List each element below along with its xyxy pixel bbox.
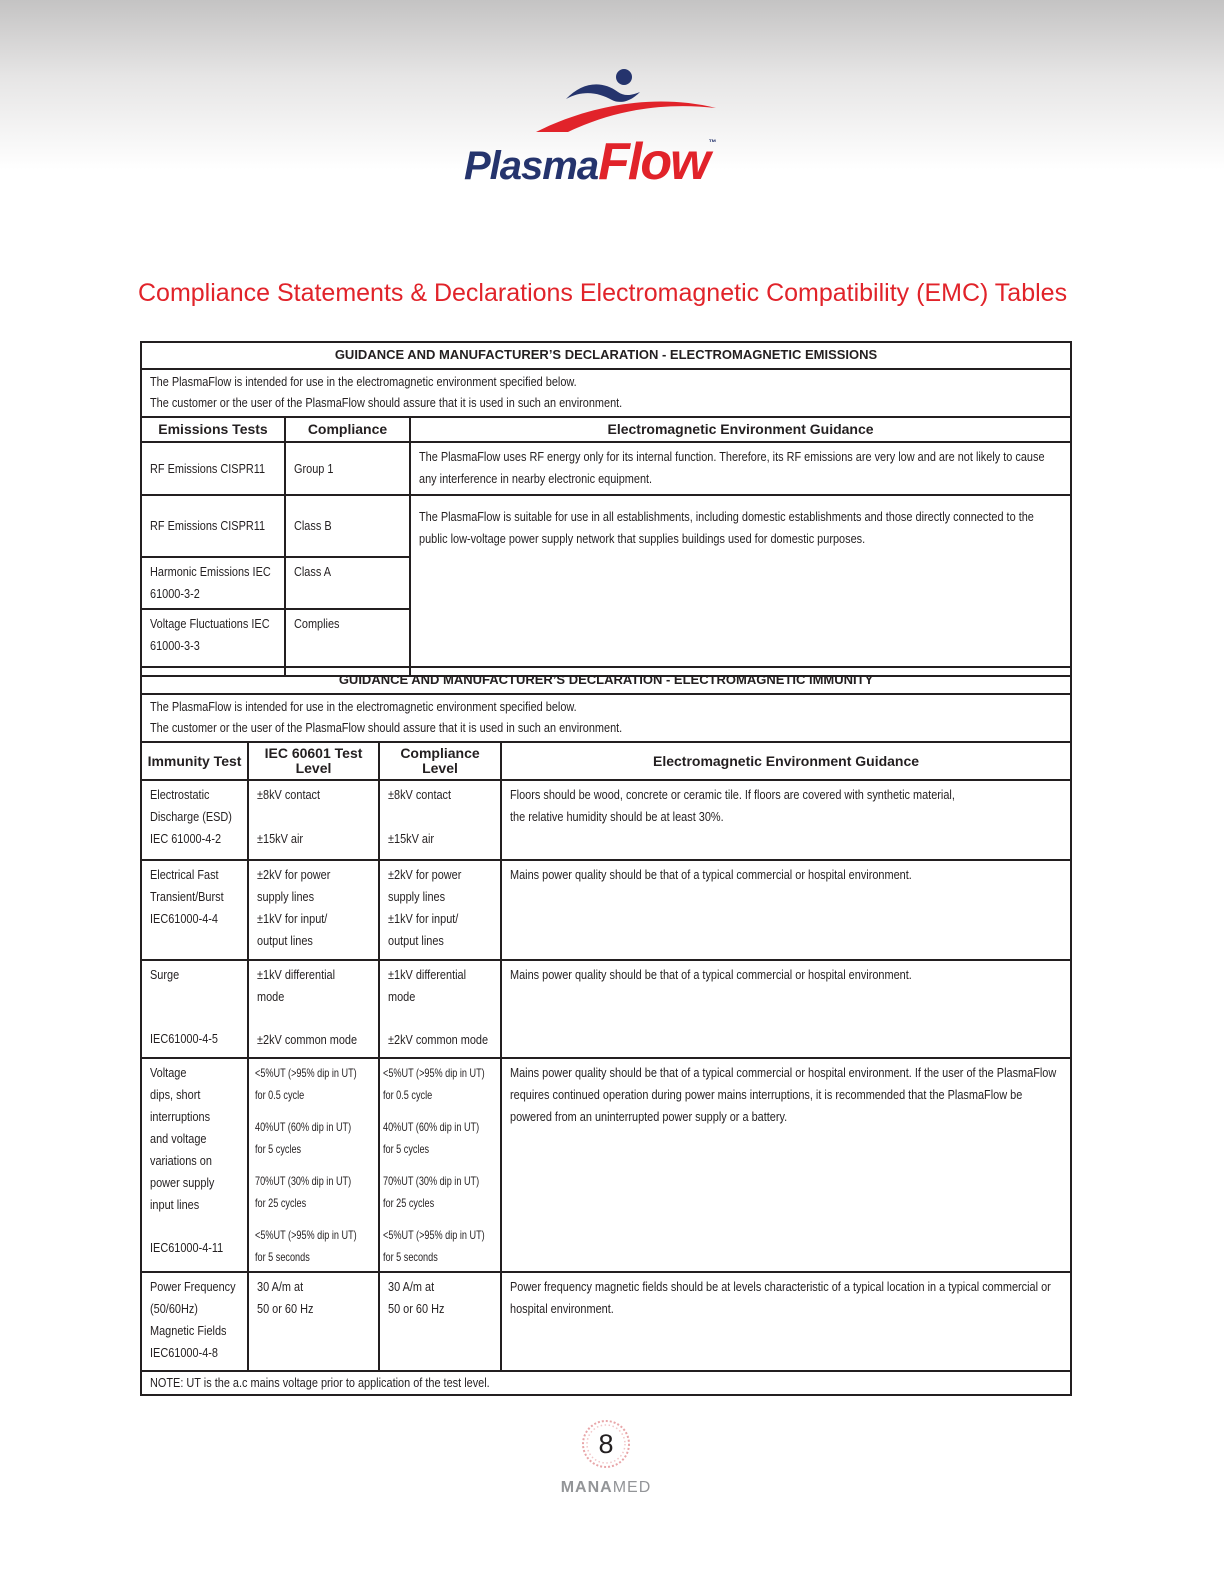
cell-line: 50 or 60 Hz <box>257 1301 314 1316</box>
cell-line: <5%UT (>95% dip in UT) <box>383 1228 485 1242</box>
table-row <box>141 1058 1071 1272</box>
cell-line: <5%UT (>95% dip in UT) <box>255 1228 357 1242</box>
table-row <box>141 442 1071 495</box>
page-number-badge <box>580 1418 632 1470</box>
cell-line: Floors should be wood, concrete or ceramic tile. If floors are covered with synthetic material, <box>510 787 955 802</box>
emissions-test-cell: Voltage Fluctuations IEC 61000-3-3 <box>150 616 270 653</box>
cell-line: output lines <box>257 933 313 948</box>
esd-test-cell <box>141 780 248 860</box>
esd-guidance-cell <box>501 780 1071 860</box>
cell-line: mode <box>257 989 285 1004</box>
emissions-intro-line1: The PlasmaFlow is intended for use in the electromagnetic environment specified below. <box>150 374 577 389</box>
cell-line: ±1kV differential <box>257 967 336 982</box>
emissions-col-test: Emissions Tests <box>141 417 285 442</box>
cell-line: interruptions <box>150 1109 211 1124</box>
esd-compliance-cell <box>379 780 501 860</box>
cell-line: 70%UT (30% dip in UT) <box>255 1174 352 1188</box>
eft-compliance-cell <box>379 860 501 960</box>
cell-line: Discharge (ESD) <box>150 809 232 824</box>
table-row <box>141 495 1071 557</box>
cell-line: for 5 cycles <box>383 1142 430 1156</box>
emissions-compliance-cell: Class B <box>294 518 332 533</box>
cell-line: ±1kV for input/ <box>388 911 459 926</box>
cell-line: 30 A/m at <box>257 1279 304 1294</box>
emissions-test-cell: RF Emissions CISPR11 <box>150 518 266 533</box>
manamed-brand <box>520 1479 692 1497</box>
eft-test-cell <box>141 860 248 960</box>
cell-line: ±15kV air <box>388 831 435 846</box>
emissions-compliance-cell: Complies <box>294 616 340 631</box>
immunity-intro-line2: The customer or the user of the PlasmaFlow should assure that it is used in such an environment. <box>150 720 623 735</box>
emissions-col-guidance: Electromagnetic Environment Guidance <box>410 417 1071 442</box>
pf-guidance-cell <box>501 1272 1071 1371</box>
table-row <box>141 1272 1071 1371</box>
emissions-compliance-cell: Group 1 <box>294 460 334 476</box>
cell-line: IEC61000-4-11 <box>150 1240 224 1255</box>
cell-line: Electrostatic <box>150 787 210 802</box>
dips-level-cell <box>248 1058 379 1272</box>
surge-test-cell <box>141 960 248 1058</box>
cell-line: mode <box>388 989 416 1004</box>
immunity-col-compliance: Compliance Level <box>379 742 501 780</box>
surge-compliance-cell <box>379 960 501 1058</box>
cell-line: output lines <box>388 933 444 948</box>
cell-line: Magnetic Fields <box>150 1323 227 1338</box>
surge-level-cell <box>248 960 379 1058</box>
pf-compliance-cell <box>379 1272 501 1371</box>
cell-line: supply lines <box>388 889 446 904</box>
cell-line: Mains power quality should be that of a typical commercial or hospital environment. <box>510 867 912 882</box>
surge-guidance-cell <box>501 960 1071 1058</box>
cell-line: Voltage <box>150 1065 187 1080</box>
immunity-col-level: IEC 60601 Test Level <box>248 742 379 780</box>
cell-line: IEC61000-4-4 <box>150 911 219 926</box>
cell-line: the relative humidity should be at least 30%. <box>510 809 724 824</box>
cell-line: ±1kV differential <box>388 967 467 982</box>
dips-guidance-cell <box>501 1058 1071 1272</box>
cell-line: input lines <box>150 1197 200 1212</box>
table-row <box>141 780 1071 860</box>
immunity-col-test: Immunity Test <box>141 742 248 780</box>
table-row <box>141 860 1071 960</box>
logo-plasma-text: Plasma <box>464 144 599 188</box>
cell-line: 40%UT (60% dip in UT) <box>255 1120 352 1134</box>
cell-line: Surge <box>150 967 180 982</box>
cell-line: <5%UT (>95% dip in UT) <box>383 1066 485 1080</box>
emissions-test-cell: RF Emissions CISPR11 <box>150 460 266 476</box>
trademark-symbol: ™ <box>708 138 716 147</box>
cell-line: for 5 seconds <box>383 1250 438 1264</box>
emissions-intro <box>141 369 1071 417</box>
cell-line: ±8kV contact <box>388 787 452 802</box>
emissions-guidance-cell: The PlasmaFlow uses RF energy only for its internal function. Therefore, its RF emissions are very low and are not likely to cause any interference in nearby electronic equipment. <box>419 449 1045 486</box>
cell-line: IEC61000-4-8 <box>150 1345 219 1360</box>
immunity-intro <box>141 694 1071 742</box>
page-title: Compliance Statements & Declarations Electromagnetic Compatibility (EMC) Tables <box>138 279 1068 307</box>
cell-line: <5%UT (>95% dip in UT) <box>255 1066 357 1080</box>
cell-line: ±8kV contact <box>257 787 321 802</box>
cell-line: and voltage <box>150 1131 207 1146</box>
cell-line: ±2kV for power <box>388 867 462 882</box>
cell-line: ±2kV for power <box>257 867 331 882</box>
cell-line: for 25 cycles <box>383 1196 435 1210</box>
table-row <box>141 960 1071 1058</box>
cell-line: power supply <box>150 1175 215 1190</box>
cell-line: for 5 seconds <box>255 1250 310 1264</box>
brand-bold: MANA <box>560 1479 613 1496</box>
dips-compliance-cell <box>379 1058 501 1272</box>
logo-flow-text: Flow <box>598 133 709 191</box>
cell-line: ±1kV for input/ <box>257 911 328 926</box>
cell-line: dips, short <box>150 1087 201 1102</box>
logo-wordmark <box>464 132 716 192</box>
cell-line: 40%UT (60% dip in UT) <box>383 1120 480 1134</box>
immunity-note: NOTE: UT is the a.c mains voltage prior to application of the test level. <box>150 1375 490 1390</box>
cell-line: IEC61000-4-5 <box>150 1031 219 1046</box>
cell-line: Power Frequency <box>150 1279 236 1294</box>
cell-line: 50 or 60 Hz <box>388 1301 445 1316</box>
cell-line: 70%UT (30% dip in UT) <box>383 1174 480 1188</box>
cell-line: IEC 61000-4-2 <box>150 831 222 846</box>
brand-light: MED <box>612 1479 652 1496</box>
cell-line: Mains power quality should be that of a typical commercial or hospital environment. <box>510 967 912 982</box>
cell-line: ±2kV common mode <box>257 1032 358 1047</box>
dips-test-cell <box>141 1058 248 1272</box>
eft-level-cell <box>248 860 379 960</box>
cell-line: for 25 cycles <box>255 1196 307 1210</box>
cell-line: variations on <box>150 1153 212 1168</box>
cell-line: Power frequency magnetic fields should be at levels characteristic of a typical location in a typical commercial or hospital environment. <box>510 1279 1051 1316</box>
immunity-heading: GUIDANCE AND MANUFACTURER’S DECLARATION - ELECTROMAGNETIC IMMUNITY <box>141 667 1071 694</box>
cell-line: ±2kV common mode <box>388 1032 489 1047</box>
emissions-table <box>140 341 1072 677</box>
immunity-intro-line1: The PlasmaFlow is intended for use in the electromagnetic environment specified below. <box>150 699 577 714</box>
cell-line: for 5 cycles <box>255 1142 302 1156</box>
cell-line: 30 A/m at <box>388 1279 435 1294</box>
cell-line: Mains power quality should be that of a typical commercial or hospital environment. If the user of the PlasmaFlow requires continued operation during power mains interruptions, it is recommended that the PlasmaFlow be powered from an uninterrupted power supply or a battery. <box>510 1065 1057 1124</box>
cell-line: for 0.5 cycle <box>383 1088 433 1102</box>
cell-line: Transient/Burst <box>150 889 224 904</box>
plasmaflow-logo <box>464 62 768 191</box>
emissions-compliance-cell: Class A <box>294 564 332 579</box>
page-number: 8 <box>598 1429 614 1459</box>
cell-line: for 0.5 cycle <box>255 1088 305 1102</box>
cell-line: supply lines <box>257 889 315 904</box>
emissions-guidance-cell: The PlasmaFlow is suitable for use in all establishments, including domestic establishments and those directly connected to the public low-voltage power supply network that supplies buildings used for domestic purposes. <box>419 509 1034 546</box>
immunity-note-cell <box>141 1371 1071 1395</box>
immunity-table <box>140 666 1072 1396</box>
immunity-col-guidance: Electromagnetic Environment Guidance <box>501 742 1071 780</box>
emissions-intro-line2: The customer or the user of the PlasmaFlow should assure that it is used in such an environment. <box>150 395 623 410</box>
cell-line: (50/60Hz) <box>150 1301 198 1316</box>
emissions-col-compliance: Compliance <box>285 417 410 442</box>
pf-test-cell <box>141 1272 248 1371</box>
runner-swoosh-icon <box>464 62 768 142</box>
esd-level-cell <box>248 780 379 860</box>
emissions-heading: GUIDANCE AND MANUFACTURER’S DECLARATION - ELECTROMAGNETIC EMISSIONS <box>141 342 1071 369</box>
cell-line: Electrical Fast <box>150 867 219 882</box>
eft-guidance-cell <box>501 860 1071 960</box>
pf-level-cell <box>248 1272 379 1371</box>
emissions-test-cell: Harmonic Emissions IEC 61000-3-2 <box>150 564 271 601</box>
cell-line: ±15kV air <box>257 831 304 846</box>
